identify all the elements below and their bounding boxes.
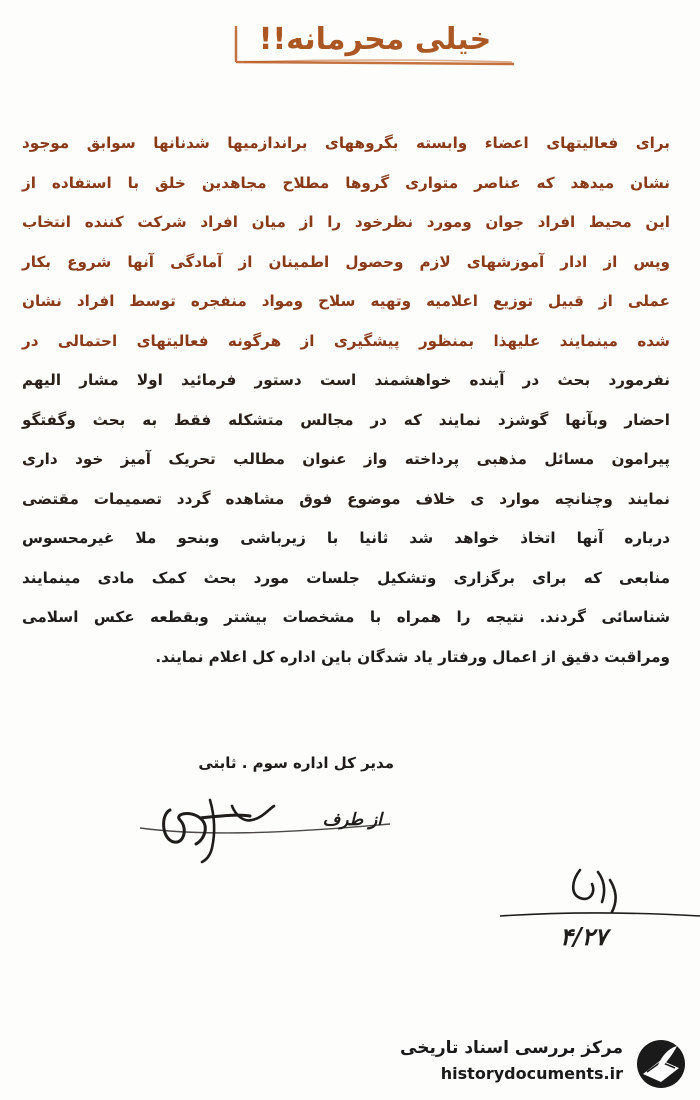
body-line: منابعی که برای برگزاری وتشکیل جلسات مورد بحث کمک مادی مینمایند — [22, 568, 670, 587]
watermark-title: مرکز بررسی اسناد تاریخی — [400, 1038, 623, 1058]
body-line: برای فعالیتهای اعضاء وابسته بگروههای براندازمیها شدنانها سوابق موجود — [22, 134, 670, 152]
body-line: شده مینمایند علیهذا بمنظور پیشگیری از هرگونه فعالیتهای احتمالی در — [22, 331, 670, 350]
archive-watermark — [400, 1036, 695, 1092]
body-line: وپس از ادار آموزشهای لازم وحصول اطمینان از آمادگی آنها شروع بکار — [22, 252, 670, 271]
body-line: شناسائی گردند. نتیجه را همراه با مشخصات بیشتر وبقطعه عکس اسلامی — [22, 608, 670, 626]
margin-date: ۴/۲۷ — [560, 922, 608, 951]
signatory-title: مدیر کل اداره سوم . ثابتی — [198, 754, 394, 772]
body-line: نفرمورد بحث در آینده خواهشمند است دستور فرمائید اولا مشار الیهم — [22, 371, 670, 389]
body-line: احضار وبآنها گوشزد نمایند که در مجالس متشکله فقط به بحث وگفتگو — [22, 410, 670, 429]
body-line: این محیط افراد جوان ومورد نظرخود را از میان افراد شرکت کننده انتخاب — [22, 213, 670, 231]
book-feather-logo-icon — [631, 1038, 691, 1090]
body-line: ومراقبت دقیق از اعمال ورفتار یاد شدگان باین اداره کل اعلام نمایند. — [155, 647, 670, 666]
signature-initials: از طرف — [322, 810, 382, 830]
body-line: نشان میدهد که عناصر متواری گروها مطلاح مجاهدین خلق با استفاده از — [22, 173, 670, 192]
body-line: درباره آنها اتخاذ خواهد شد ثانیا با زیرباشی وبنحو ملا غیرمحسوس — [22, 529, 670, 547]
body-line: عملی از قبیل توزیع اعلامیه وتهیه سلاح ومواد منفجره توسط افراد نشان — [22, 292, 670, 310]
classification-stamp-text: خیلی محرمانه!! — [258, 22, 492, 57]
watermark-url: historydocuments.ir — [440, 1064, 623, 1083]
body-line: پیرامون مسائل مذهبی پرداخته واز عنوان مطالب تحریک آمیز خود داری — [22, 450, 670, 468]
letter-body — [22, 124, 670, 677]
body-line: نمایند وچنانچه موارد ی خلاف موضوع فوق مشاهده گردد تصمیمات مقتضی — [22, 489, 670, 508]
classification-stamp — [230, 18, 520, 70]
